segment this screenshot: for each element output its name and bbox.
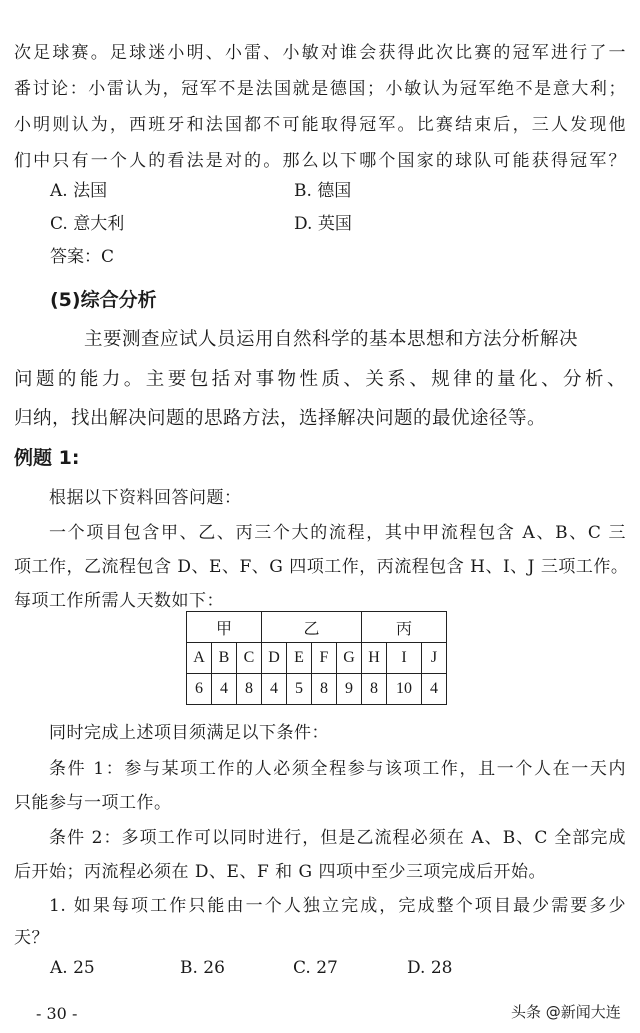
table-row-days [187, 674, 447, 705]
intro-line-1: 次足球赛。足球迷小明、小雷、小敏对谁会获得此次比赛的冠军进行了一 [14, 43, 626, 63]
days-cell: 8 [362, 674, 387, 705]
task-cell: F [312, 643, 337, 674]
task-cell: B [212, 643, 237, 674]
task-cell: G [337, 643, 362, 674]
group-cell: 丙 [362, 612, 447, 643]
days-cell: 5 [287, 674, 312, 705]
conditions-intro: 同时完成上述项目须满足以下条件： [49, 723, 329, 743]
condition-1-line-1: 条件 1：参与某项工作的人必须全程参与该项工作，且一个人在一天内 [49, 759, 626, 779]
intro-line-4: 们中只有一个人的看法是对的。那么以下哪个国家的球队可能获得冠军？ [14, 151, 626, 171]
group-cell: 乙 [262, 612, 362, 643]
example-desc-1: 一个项目包含甲、乙、丙三个大的流程，其中甲流程包含 A、B、C 三 [49, 523, 626, 543]
days-cell: 9 [337, 674, 362, 705]
q1-option-a: A. 25 [50, 958, 95, 978]
option-b: B. 德国 [294, 181, 352, 201]
answer-text: 答案：C [50, 247, 115, 267]
question-1-line-2: 天？ [14, 928, 49, 948]
task-cell: A [187, 643, 212, 674]
question-1-line-1: 1. 如果每项工作只能由一个人独立完成，完成整个项目最少需要多少 [49, 896, 626, 916]
task-cell: J [422, 643, 447, 674]
task-cell: C [237, 643, 262, 674]
option-d: D. 英国 [294, 214, 352, 234]
example-desc-2: 项工作，乙流程包含 D、E、F、G 四项工作，丙流程包含 H、I、J 三项工作。 [14, 557, 629, 577]
task-cell: I [387, 643, 422, 674]
watermark: 头条 @新闻大连 [511, 1003, 621, 1021]
q1-option-c: C. 27 [293, 958, 338, 978]
section-heading: (5)综合分析 [50, 289, 157, 311]
example-desc-3: 每项工作所需人天数如下： [14, 591, 224, 611]
condition-2-line-2: 后开始；丙流程必须在 D、E、F 和 G 四项中至少三项完成后开始。 [14, 862, 547, 882]
days-cell: 10 [387, 674, 422, 705]
days-cell: 4 [422, 674, 447, 705]
intro-line-3: 小明则认为，西班牙和法国都不可能取得冠军。比赛结束后，三人发现他 [14, 115, 626, 135]
days-cell: 8 [237, 674, 262, 705]
days-cell: 4 [262, 674, 287, 705]
condition-1-line-2: 只能参与一项工作。 [14, 793, 172, 813]
work-days-table [186, 611, 447, 705]
intro-line-2: 番讨论：小雷认为，冠军不是法国就是德国；小敏认为冠军绝不是意大利； [14, 79, 626, 99]
example-lead: 根据以下资料回答问题： [49, 488, 242, 508]
days-cell: 4 [212, 674, 237, 705]
q1-option-d: D. 28 [407, 958, 453, 978]
section-line-2: 问题的能力。主要包括对事物性质、关系、规律的量化、分析、 [14, 369, 626, 390]
table-row-groups [187, 612, 447, 643]
days-cell: 6 [187, 674, 212, 705]
days-cell: 8 [312, 674, 337, 705]
task-cell: D [262, 643, 287, 674]
example-title: 例题 1: [14, 447, 80, 469]
page-number: - 30 - [36, 1004, 78, 1023]
section-line-1: 主要测查应试人员运用自然科学的基本思想和方法分析解决 [84, 329, 579, 350]
table-row-tasks [187, 643, 447, 674]
group-cell: 甲 [187, 612, 262, 643]
section-line-3: 归纳，找出解决问题的思路方法，选择解决问题的最优途径等。 [14, 408, 547, 429]
task-cell: E [287, 643, 312, 674]
q1-option-b: B. 26 [180, 958, 225, 978]
task-cell: H [362, 643, 387, 674]
condition-2-line-1: 条件 2：多项工作可以同时进行，但是乙流程必须在 A、B、C 全部完成 [49, 828, 626, 848]
option-a: A. 法国 [50, 181, 108, 201]
option-c: C. 意大利 [50, 214, 125, 234]
